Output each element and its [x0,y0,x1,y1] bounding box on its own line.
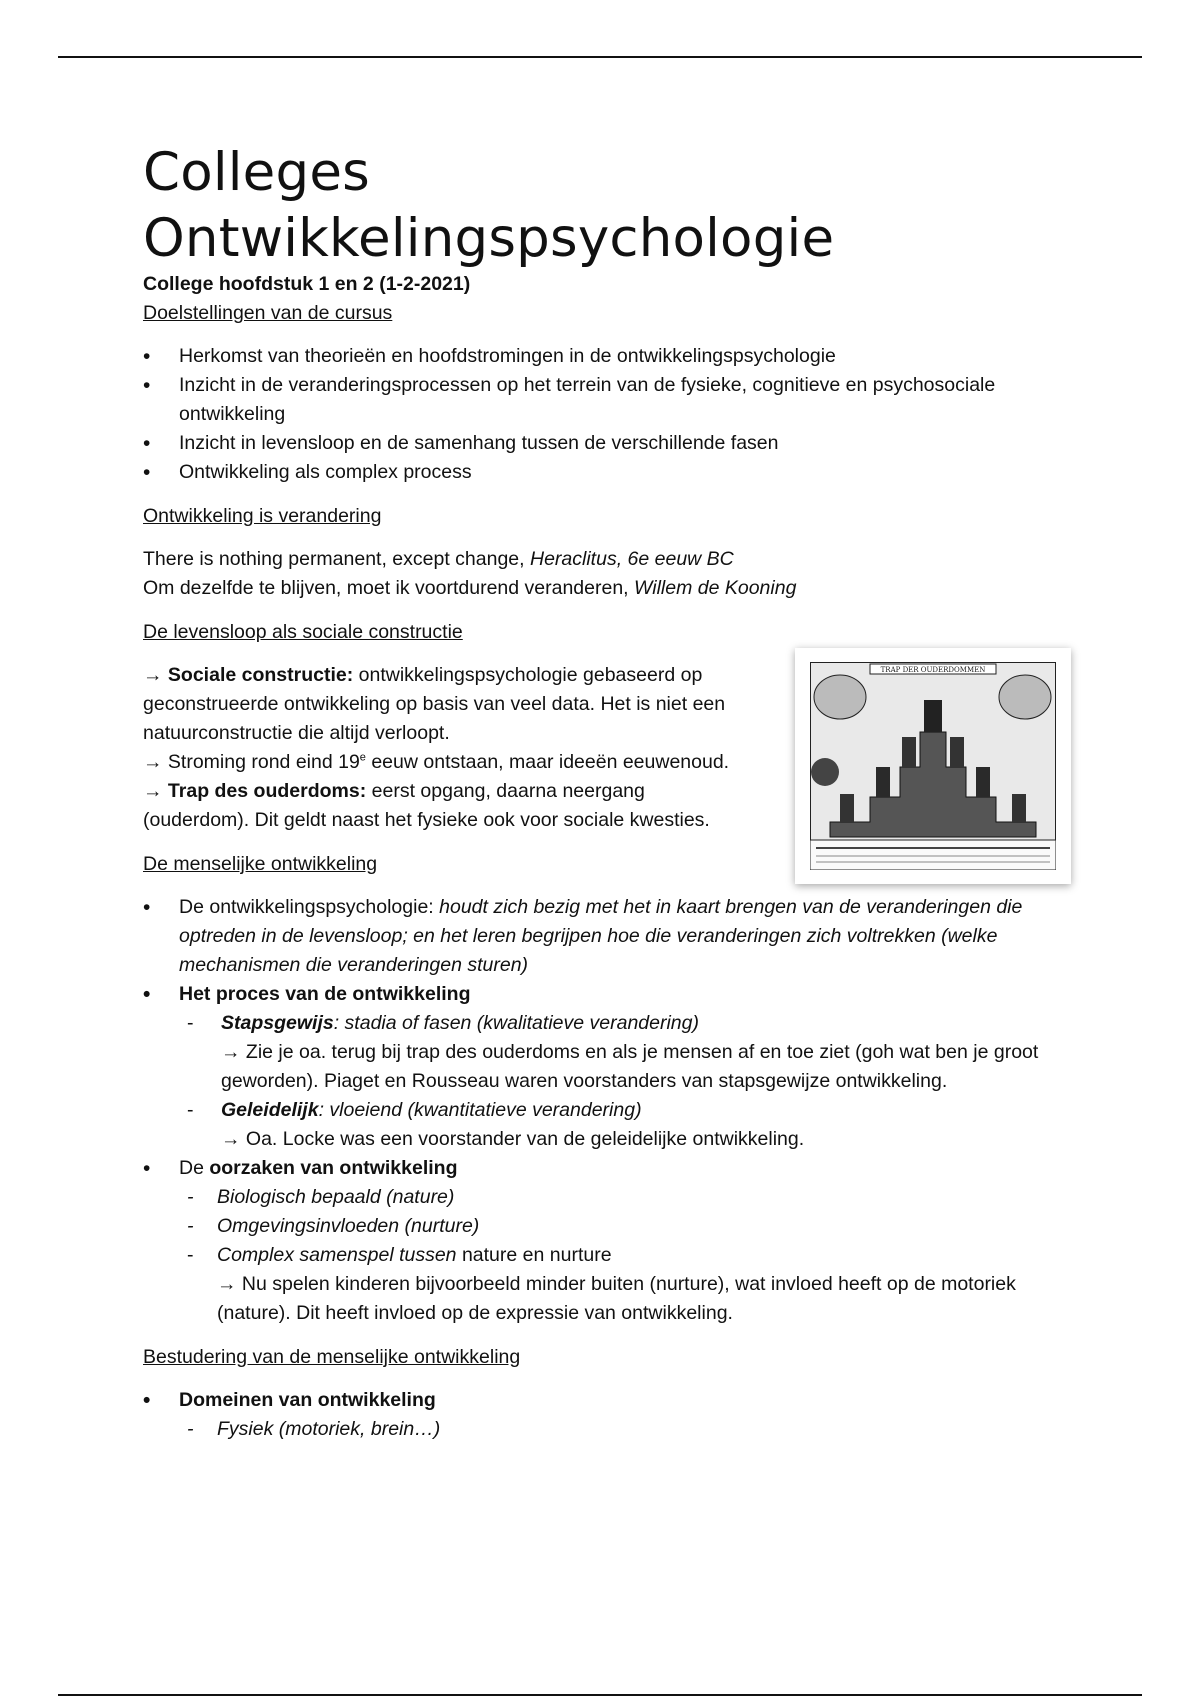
title-line-1: Colleges [143,142,370,203]
quote-2: Om dezelfde te blijven, moet ik voortdurend veranderen, Willem de Kooning [143,577,797,599]
footer-rule [58,1694,1142,1696]
list-item: • Het proces van de ontwikkeling - Stapsgewijs: stadia of fasen (kwalitatieve verandering) → Zie je oa. terug bij trap des ouderdoms en als je mensen af en toe ziet (goh wat ben je groot geworden). Piaget en Rousseau waren voorstanders van stapsgewijze ontwikkeling. - Geleidelijk: vloeiend (kwantitatieve verandering) → Oa. Locke was een voorstander van de geleidelijke ontwikkeling. [143,980,1043,1154]
title-line-2: Ontwikkelingspsychologie [143,208,835,269]
sub-item-samenspel: - Complex samenspel tussen nature en nurture → Nu spelen kinderen bijvoorbeeld minder buiten (nurture), wat invloed heeft op de motoriek (nature). Dit heeft invloed op de expressie van ontwikkeling. [179,1241,1043,1328]
engraving-illustration [810,662,1056,870]
heading-levensloop: De levensloop als sociale constructie [143,621,463,643]
list-item: • Herkomst van theorieën en hoofdstromingen in de ontwikkelingspsychologie [143,342,1043,371]
list-item: • Domeinen van ontwikkeling - Fysiek (motoriek, brein…) [143,1386,1043,1444]
quotes [143,545,1043,603]
sub-item-stapsgewijs: - Stapsgewijs: stadia of fasen (kwalitatieve verandering) → Zie je oa. terug bij trap des ouderdoms en als je mensen af en toe ziet (goh wat ben je groot geworden). Piaget en Rousseau waren voorstanders van stapsgewijze ontwikkeling. [179,1009,1043,1096]
list-item: • Inzicht in levensloop en de samenhang tussen de verschillende fasen [143,429,1043,458]
heading-bestudering: Bestudering van de menselijke ontwikkeling [143,1346,521,1368]
trap-der-ouderdommen-image [795,648,1071,884]
bestudering-list [143,1386,1043,1444]
menselijke-list [143,893,1043,1328]
quote-1-author: Heraclitus, 6e eeuw BC [530,548,734,570]
list-item: • Inzicht in de veranderingsprocessen op het terrein van de fysieke, cognitieve en psychosociale ontwikkeling [143,371,1043,429]
subtitle: College hoofdstuk 1 en 2 (1-2-2021) [143,273,471,295]
heading-doelstellingen: Doelstellingen van de cursus [143,302,393,324]
header-rule [58,56,1142,58]
image-caption: TRAP DER OUDERDOMMEN [880,666,986,674]
sub-item-geleidelijk: - Geleidelijk: vloeiend (kwantitatieve verandering) → Oa. Locke was een voorstander van de geleidelijke ontwikkeling. [179,1096,1043,1154]
list-item: • Ontwikkeling als complex process [143,458,1043,487]
sub-item-fysiek: - Fysiek (motoriek, brein…) [179,1415,1043,1444]
quote-1: There is nothing permanent, except change, Heraclitus, 6e eeuw BC [143,548,734,570]
sub-item-nature: - Biologisch bepaald (nature) [179,1183,1043,1212]
sub-item-nurture: - Omgevingsinvloeden (nurture) [179,1212,1043,1241]
levensloop-p3: → Trap des ouderdoms: eerst opgang, daarna neergang (ouderdom). Dit geldt naast het fysieke ook voor sociale kwesties. [143,780,710,831]
list-item: • De oorzaken van ontwikkeling - Biologisch bepaald (nature) - Omgevingsinvloeden (nurture) - Complex samenspel tussen nature en nurture → Nu spelen kinderen bijvoorbeeld minder buiten (nurture), wat invloed heeft op de motoriek (nature). Dit heeft invloed op de expressie van ontwikkeling. [143,1154,1043,1328]
page-title [143,140,1043,272]
list-item: • De ontwikkelingspsychologie: houdt zich bezig met het in kaart brengen van de veranderingen die optreden in de levensloop; en het leren begrijpen hoe die veranderingen zich voltrekken (welke mechanismen die veranderingen sturen) [143,893,1043,980]
heading-verandering: Ontwikkeling is verandering [143,505,382,527]
doelstellingen-list [143,342,1043,487]
quote-2-author: Willem de Kooning [634,577,797,599]
levensloop-p1: → Sociale constructie: ontwikkelingspsychologie gebaseerd op geconstrueerde ontwikkeling op basis van veel data. Het is niet een natuurconstructie die altijd verloopt. [143,664,726,744]
heading-menselijke: De menselijke ontwikkeling [143,853,378,875]
levensloop-p2: → Stroming rond eind 19e eeuw ontstaan, maar ideeën eeuwenoud. [143,751,730,773]
